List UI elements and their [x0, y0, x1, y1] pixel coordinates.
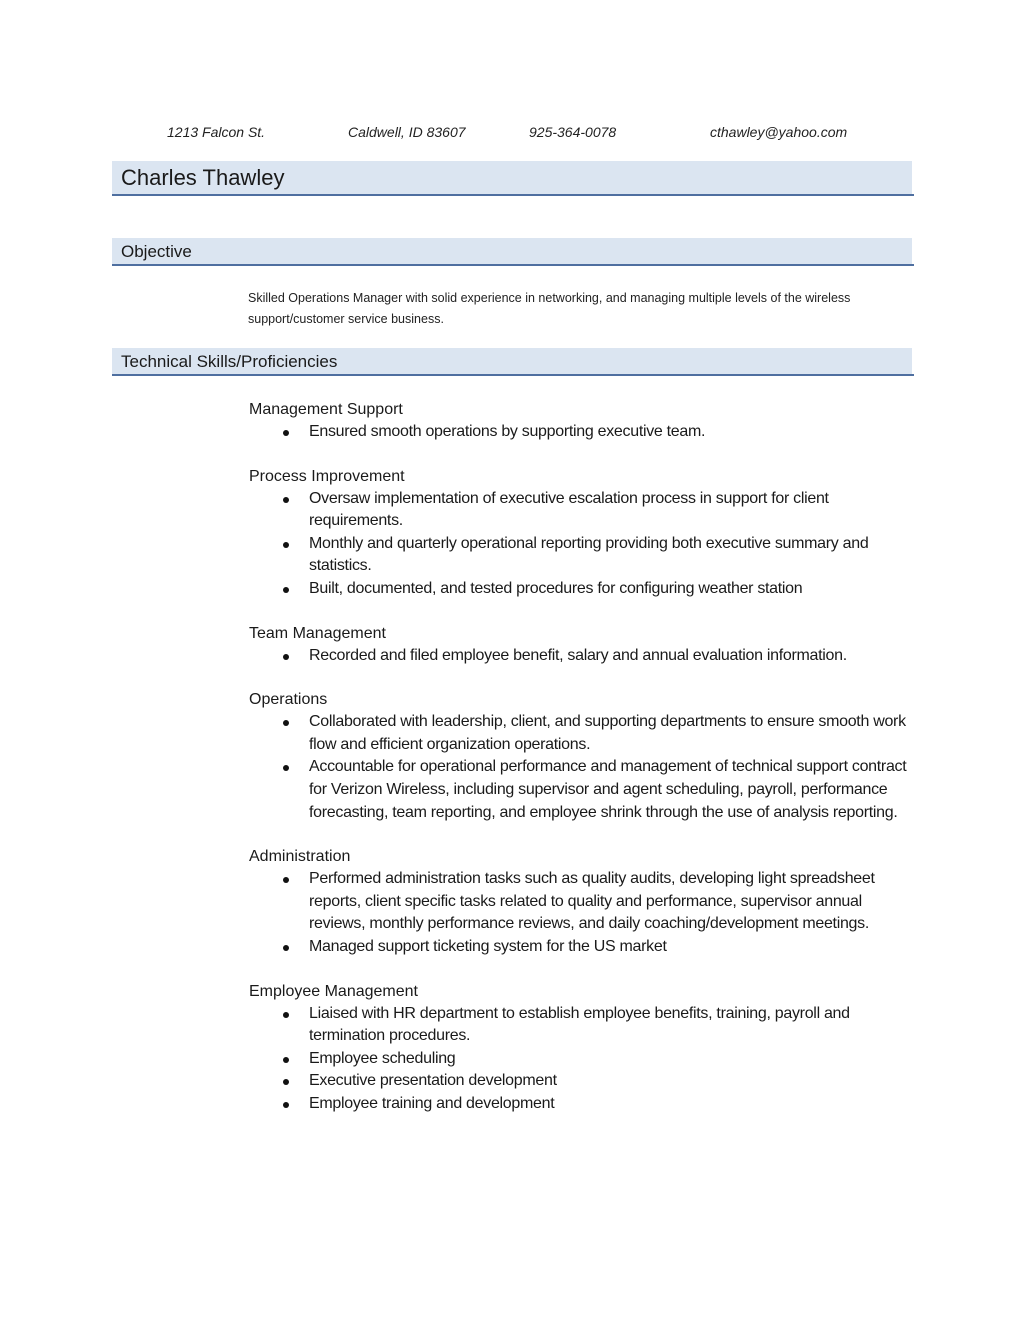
objective-header — [112, 238, 914, 266]
skill-bullet-text: Collaborated with leadership, client, and supporting departments to ensure smooth work flow and efficient organization operations. — [309, 713, 906, 753]
skill-group — [249, 398, 909, 444]
bullet-icon — [283, 1079, 289, 1085]
name-header — [112, 161, 914, 196]
skills-header — [112, 348, 914, 376]
contact-city: Caldwell, ID 83607 — [348, 124, 466, 140]
skill-group — [249, 845, 909, 958]
skill-bullet-text: Built, documented, and tested procedures for configuring weather station — [309, 579, 803, 597]
skill-bullet-item — [249, 711, 909, 756]
objective-text: Skilled Operations Manager with solid experience in networking, and managing multiple levels of the wireless support/customer service business. — [248, 291, 851, 326]
skill-bullet-item — [249, 1070, 909, 1093]
bullet-icon — [283, 587, 289, 593]
contact-phone: 925-364-0078 — [529, 124, 617, 140]
contact-address: 1213 Falcon St. — [167, 124, 266, 140]
skill-bullet-item — [249, 488, 909, 533]
skill-bullet-item — [249, 756, 909, 824]
bullet-icon — [283, 945, 289, 951]
skill-bullet-list — [249, 645, 909, 668]
skill-group — [249, 465, 909, 601]
skill-bullet-item — [249, 1093, 909, 1116]
bullet-icon — [283, 654, 289, 660]
bullet-icon — [283, 1057, 289, 1063]
skill-bullet-item — [249, 645, 909, 668]
skill-bullet-list — [249, 488, 909, 601]
skill-bullet-item — [249, 578, 909, 601]
skill-bullet-item — [249, 1048, 909, 1071]
bullet-icon — [283, 720, 289, 726]
bullet-icon — [283, 765, 289, 771]
skill-group-title: Management Support — [249, 401, 403, 418]
skill-bullet-text: Liaised with HR department to establish employee benefits, training, payroll and termination procedures. — [309, 1004, 850, 1045]
skill-bullet-text: Employee scheduling — [309, 1049, 456, 1067]
skill-bullet-text: Ensured smooth operations by supporting executive team. — [309, 423, 706, 440]
bullet-icon — [283, 1012, 289, 1018]
skill-bullet-item — [249, 936, 909, 959]
skill-group-title: Team Management — [249, 624, 386, 642]
skills-list — [249, 398, 909, 1136]
skill-bullet-list — [249, 1003, 909, 1116]
candidate-name: Charles Thawley — [121, 165, 285, 190]
skill-bullet-list — [249, 421, 909, 444]
skill-bullet-text: Accountable for operational performance and management of technical support contract for Verizon Wireless, including supervisor and agent scheduling, payroll, performance forecasting, team reporting, and employee shrink through the use of analysis reporting. — [309, 758, 907, 821]
skill-group-title: Operations — [249, 691, 328, 709]
skill-bullet-text: Recorded and filed employee benefit, salary and annual evaluation information. — [309, 646, 847, 664]
skill-group — [249, 622, 909, 668]
contact-email[interactable]: cthawley@yahoo.com — [710, 124, 848, 140]
skill-bullet-text: Managed support ticketing system for the US market — [309, 937, 667, 955]
skills-title: Technical Skills/Proficiencies — [121, 352, 338, 371]
skill-group-title: Process Improvement — [249, 467, 405, 485]
skill-bullet-item — [249, 533, 909, 578]
skill-bullet-item — [249, 868, 909, 936]
bullet-icon — [283, 430, 289, 436]
bullet-icon — [283, 877, 289, 883]
skill-group — [249, 688, 909, 824]
skill-bullet-list — [249, 711, 909, 824]
bullet-icon — [283, 542, 289, 548]
skill-bullet-item — [249, 421, 909, 444]
skill-bullet-text: Monthly and quarterly operational reporting providing both executive summary and statistics. — [309, 534, 869, 575]
bullet-icon — [283, 1102, 289, 1108]
skill-bullet-text: Performed administration tasks such as quality audits, developing light spreadsheet reports, client specific tasks related to quality and performance, supervisor annual reviews, monthly performance reviews, and daily coaching/development meetings. — [309, 870, 875, 933]
skill-bullet-text: Executive presentation development — [309, 1072, 557, 1090]
skill-bullet-text: Oversaw implementation of executive escalation process in support for client requirements. — [309, 489, 829, 530]
bullet-icon — [283, 497, 289, 503]
skill-bullet-list — [249, 868, 909, 958]
skill-group-title: Employee Management — [249, 982, 418, 1000]
skill-group-title: Administration — [249, 848, 351, 866]
skill-bullet-text: Employee training and development — [309, 1094, 555, 1112]
skill-bullet-item — [249, 1003, 909, 1048]
skill-group — [249, 980, 909, 1116]
objective-title: Objective — [121, 242, 192, 261]
